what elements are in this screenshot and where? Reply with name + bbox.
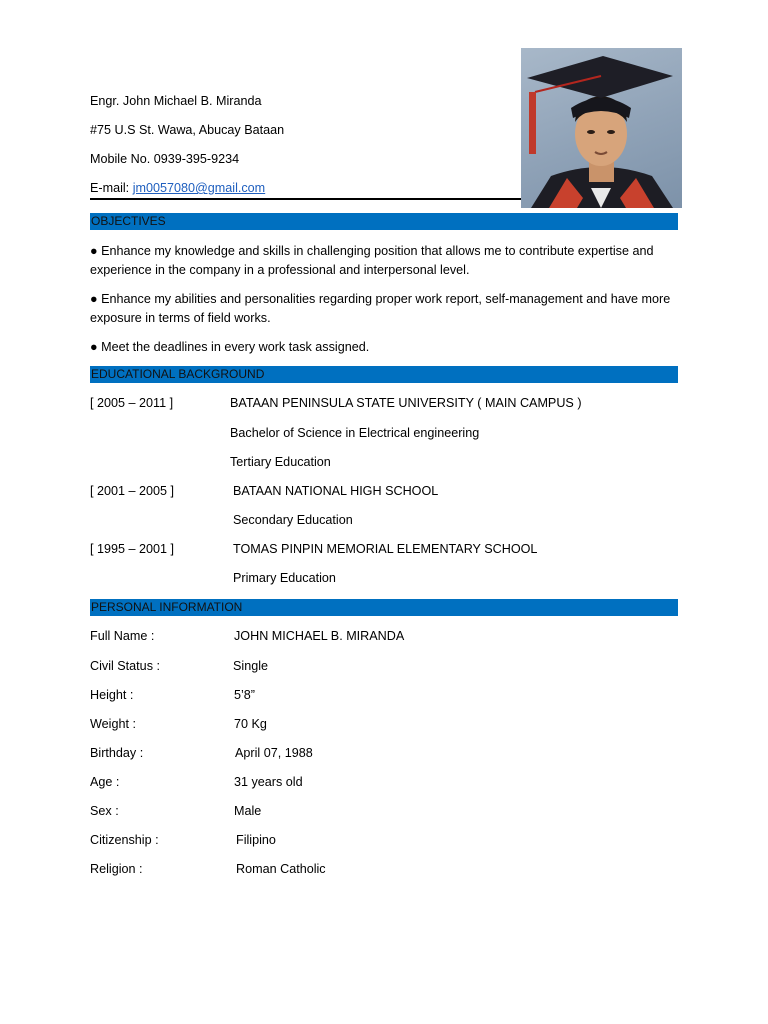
graduation-portrait-icon: [521, 48, 682, 208]
education-level: Tertiary Education: [230, 455, 331, 469]
field-label: Civil Status :: [90, 659, 160, 673]
education-years: [ 1995 – 2001 ]: [90, 542, 175, 556]
field-value: 5’8”: [234, 688, 255, 702]
mobile-number: Mobile No. 0939-395-9234: [90, 152, 240, 166]
field-label: Sex :: [90, 804, 119, 818]
field-label: Weight :: [90, 717, 136, 731]
personal-info-heading: PERSONAL INFORMATION: [90, 599, 678, 616]
field-value: JOHN MICHAEL B. MIRANDA: [234, 629, 405, 643]
graduation-portrait-photo: [521, 48, 682, 208]
field-label: Birthday :: [90, 746, 144, 760]
field-value: 70 Kg: [234, 717, 267, 731]
objective-item: ● Enhance my knowledge and skills in challenging position that allows me to contribute expertise and experience in the company in a professional and interpersonal level.: [90, 244, 654, 277]
objective-item: ● Enhance my abilities and personalities regarding proper work report, self-management and have more exposure in terms of field works.: [90, 292, 671, 325]
degree: Bachelor of Science in Electrical engineering: [230, 426, 480, 440]
objectives-heading: OBJECTIVES: [90, 213, 678, 230]
header-divider: [90, 198, 522, 200]
education-years: [ 2001 – 2005 ]: [90, 484, 175, 498]
education-years: [ 2005 – 2011 ]: [90, 396, 174, 410]
objective-item: ● Meet the deadlines in every work task assigned.: [90, 340, 370, 354]
field-value: Roman Catholic: [236, 862, 326, 876]
school-name: BATAAN PENINSULA STATE UNIVERSITY ( MAIN CAMPUS ): [230, 396, 582, 410]
field-label: Age :: [90, 775, 120, 789]
field-label: Citizenship :: [90, 833, 159, 847]
field-label: Religion :: [90, 862, 143, 876]
education-level: Secondary Education: [233, 513, 353, 527]
school-name: TOMAS PINPIN MEMORIAL ELEMENTARY SCHOOL: [233, 542, 538, 556]
email-label: E-mail:: [90, 181, 133, 195]
field-value: April 07, 1988: [235, 746, 313, 760]
field-label: Full Name :: [90, 629, 155, 643]
applicant-name: Engr. John Michael B. Miranda: [90, 94, 262, 108]
school-name: BATAAN NATIONAL HIGH SCHOOL: [233, 484, 439, 498]
field-value: Single: [233, 659, 269, 673]
address: #75 U.S St. Wawa, Abucay Bataan: [90, 123, 285, 137]
field-value: Filipino: [236, 833, 276, 847]
email-link[interactable]: jm0057080@gmail.com: [132, 181, 266, 195]
education-level: Primary Education: [233, 571, 336, 585]
email-line: [90, 181, 265, 195]
field-value: Male: [234, 804, 262, 818]
education-heading: EDUCATIONAL BACKGROUND: [90, 366, 678, 383]
field-value: 31 years old: [234, 775, 303, 789]
field-label: Height :: [90, 688, 134, 702]
